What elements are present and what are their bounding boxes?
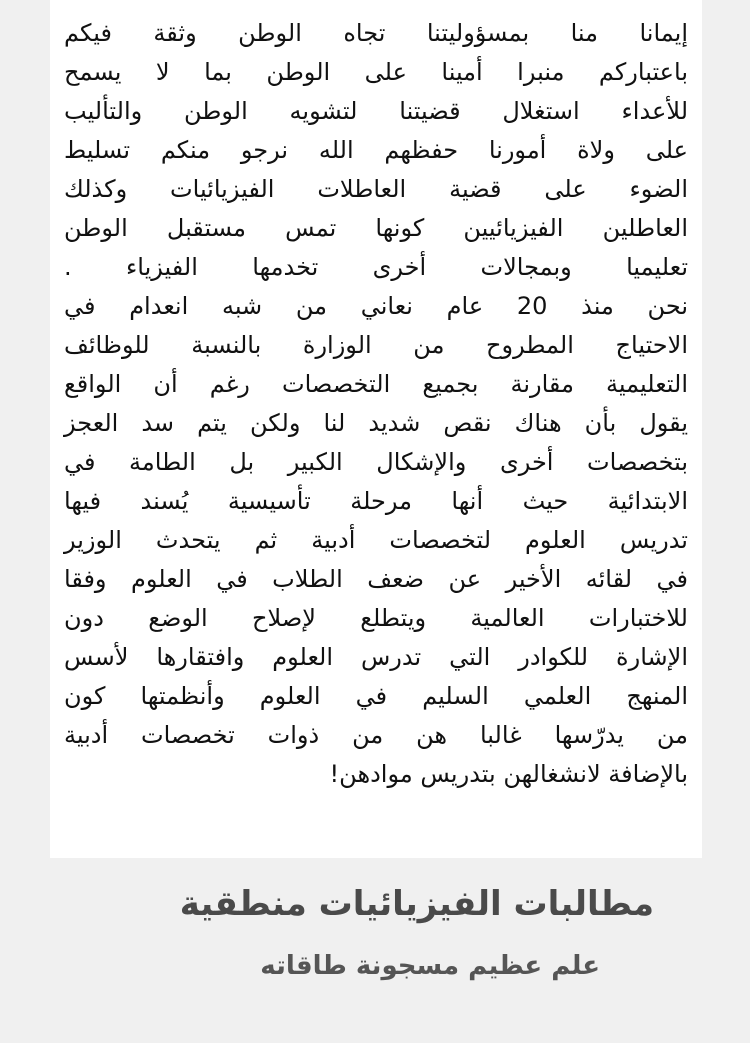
body-line: بالإضافة لانشغالهن بتدريس موادهن!	[329, 760, 688, 788]
body-line: باعتباركم منبرا أمينا على الوطن بما لا يسمح	[64, 58, 688, 86]
body-line: للاختبارات العالمية ويتطلع لإصلاح الوضع دون	[64, 604, 688, 632]
body-line: يقول بأن هناك نقص شديد لنا ولكن يتم سد العجز	[64, 409, 688, 437]
document-body	[50, 0, 702, 794]
body-line: من يدرّسها غالبا هن من ذوات تخصصات أدبية	[64, 721, 688, 749]
body-line: التعليمية مقارنة بجميع التخصصات رغم أن الواقع	[64, 370, 688, 398]
body-line: تدريس العلوم لتخصصات أدبية ثم يتحدث الوزير	[64, 526, 688, 554]
body-line: للأعداء استغلال قضيتنا لتشويه الوطن والتأليب	[64, 97, 688, 125]
body-line: الابتدائية حيث أنها مرحلة تأسيسية يُسند فيها	[64, 487, 688, 515]
body-line: العاطلين الفيزيائيين كونها تمس مستقبل الوطن	[64, 214, 688, 242]
body-line: الإشارة للكوادر التي تدرس العلوم وافتقارها لأسس	[64, 643, 688, 671]
subline	[0, 944, 750, 988]
body-line: نحن منذ 20 عام نعاني من شبه انعدام في	[64, 292, 688, 320]
body-line: الاحتياج المطروح من الوزارة بالنسبة للوظائف	[64, 331, 688, 359]
subline-text: علم عظيم مسجونة طاقاته	[260, 951, 600, 981]
headline-text: مطالبات الفيزيائيات منطقية	[179, 884, 654, 924]
body-line: إيمانا منا بمسؤوليتنا تجاه الوطن وثقة فيكم	[64, 19, 688, 47]
body-line: المنهج العلمي السليم في العلوم وأنظمتها كون	[64, 682, 688, 710]
body-line: في لقائه الأخير عن ضعف الطلاب في العلوم وفقا	[64, 565, 688, 593]
headline	[0, 876, 750, 932]
body-line: الضوء على قضية العاطلات الفيزيائيات وكذلك	[64, 175, 688, 203]
body-line: بتخصصات أخرى والإشكال الكبير بل الطامة في	[64, 448, 688, 476]
body-line: تعليميا وبمجالات أخرى تخدمها الفيزياء .	[64, 253, 688, 281]
body-line: على ولاة أمورنا حفظهم الله نرجو منكم تسليط	[64, 136, 688, 164]
